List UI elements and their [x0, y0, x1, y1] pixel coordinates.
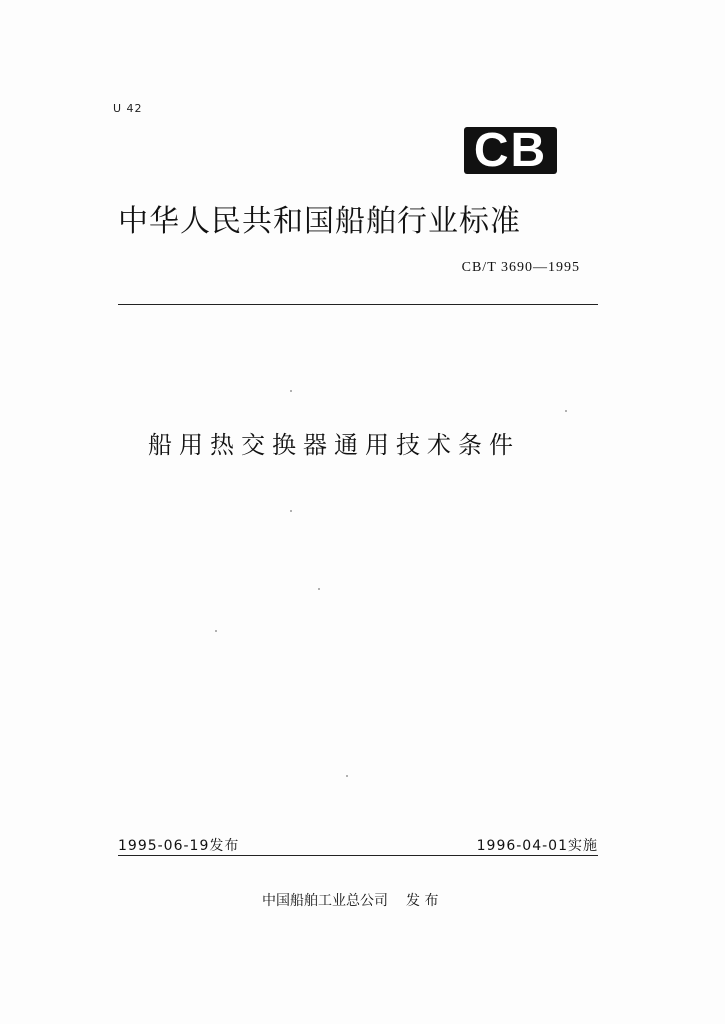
- scan-speck: [215, 630, 217, 632]
- cb-logo: CB: [464, 127, 557, 174]
- publish-label: 发 布: [406, 893, 439, 909]
- publisher-line: [262, 890, 438, 910]
- scan-speck: [565, 410, 567, 412]
- publisher-name: 中国船舶工业总公司: [262, 893, 388, 909]
- standard-title: 中华人民共和国船舶行业标准: [118, 204, 521, 239]
- scan-speck: [290, 510, 292, 512]
- standard-number: CB/T 3690—1995: [461, 260, 580, 275]
- issue-date: 1995-06-19发布: [118, 838, 240, 854]
- header-divider: [118, 304, 598, 305]
- scan-speck: [346, 775, 348, 777]
- document-title: 船用热交换器通用技术条件: [148, 431, 520, 459]
- implementation-date: 1996-04-01实施: [476, 838, 598, 854]
- scan-speck: [290, 390, 292, 392]
- footer-divider: [118, 855, 598, 856]
- classification-code: U 42: [113, 102, 143, 115]
- scan-speck: [318, 588, 320, 590]
